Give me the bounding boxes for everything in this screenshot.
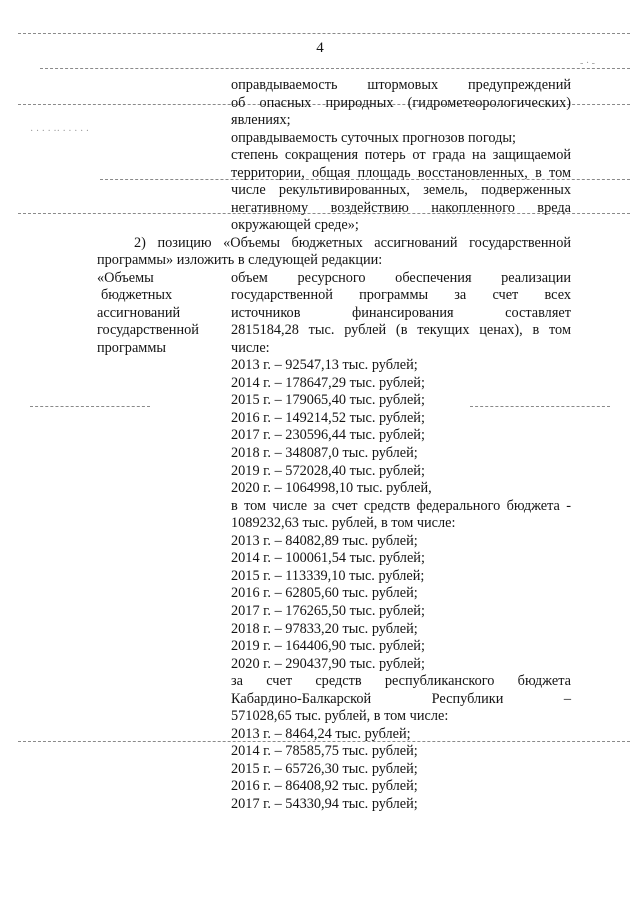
item-line: программы» изложить в следующей редакции:: [97, 252, 383, 268]
text-line: явлениях;: [231, 112, 291, 128]
funding-line: 2013 г. – 8464,24 тыс. рублей;: [231, 725, 411, 742]
text-line: окружающей среде»;: [231, 217, 359, 233]
funding-line: 2020 г. – 290437,90 тыс. рублей;: [231, 655, 425, 672]
funding-line: 2015 г. – 113339,10 тыс. рублей;: [231, 567, 425, 584]
funding-line: 2017 г. – 176265,50 тыс. рублей;: [231, 602, 425, 619]
text-line: степень сокращения потерь от града на защищаемой: [231, 147, 571, 163]
text-line: об опасных природных (гидрометеорологических): [231, 94, 571, 111]
scan-noise: - · -: [580, 58, 595, 69]
funding-line: 571028,65 тыс. рублей, в том числе:: [231, 708, 449, 725]
funding-line: 2019 г. – 572028,40 тыс. рублей;: [231, 462, 425, 479]
text-line: оправдываемость штормовых предупреждений: [231, 77, 571, 93]
funding-line: 2015 г. – 65726,30 тыс. рублей;: [231, 760, 418, 777]
funding-line: источников финансирования составляет: [231, 304, 571, 321]
label-line: программы: [97, 339, 167, 356]
text-line: числе рекультивированных, земель, подверженных: [231, 182, 571, 198]
funding-line: за счет средств республиканского бюджета: [231, 673, 571, 690]
funding-line: 2020 г. – 1064998,10 тыс. рублей,: [231, 480, 432, 497]
item-line: 2) позицию «Объемы бюджетных ассигнований государственной: [134, 234, 571, 251]
label-line: «Объемы: [97, 269, 154, 286]
label-line: государственной: [97, 322, 199, 338]
funding-line: в том числе за счет средств федерального бюджета -: [231, 497, 571, 514]
text-line: территории, общая площадь восстановленных, в том: [231, 164, 571, 181]
funding-line: 2014 г. – 178647,29 тыс. рублей;: [231, 374, 425, 391]
funding-line: 2016 г. – 149214,52 тыс. рублей;: [231, 409, 425, 426]
funding-line: 2013 г. – 84082,89 тыс. рублей;: [231, 532, 418, 549]
text-line: оправдываемость суточных прогнозов погоды;: [231, 129, 516, 146]
funding-line: 2018 г. – 348087,0 тыс. рублей;: [231, 445, 418, 461]
scan-noise: · · · · ·· · · · · ·: [30, 126, 90, 137]
funding-line: 1089232,63 тыс. рублей, в том числе:: [231, 515, 456, 532]
scan-rule: [40, 68, 630, 69]
scan-rule: [30, 406, 150, 407]
funding-line: числе:: [231, 339, 270, 356]
funding-line: 2019 г. – 164406,90 тыс. рублей;: [231, 638, 425, 655]
text-line: негативному воздействию накопленного вреда: [231, 199, 571, 216]
funding-line: 2016 г. – 86408,92 тыс. рублей;: [231, 778, 418, 795]
label-line: ассигнований: [97, 304, 181, 321]
label-line: бюджетных: [101, 287, 173, 303]
funding-line: 2014 г. – 78585,75 тыс. рублей;: [231, 743, 418, 760]
page-number: 4: [316, 40, 324, 56]
funding-line: 2815184,28 тыс. рублей (в текущих ценах), в том: [231, 322, 571, 339]
funding-line: 2013 г. – 92547,13 тыс. рублей;: [231, 357, 418, 374]
scan-rule: [18, 33, 630, 34]
funding-line: 2014 г. – 100061,54 тыс. рублей;: [231, 550, 425, 567]
funding-line: Кабардино-Балкарской Республики –: [231, 690, 571, 707]
funding-line: объем ресурсного обеспечения реализации: [231, 269, 571, 286]
funding-line: 2016 г. – 62805,60 тыс. рублей;: [231, 585, 418, 602]
funding-line: 2018 г. – 97833,20 тыс. рублей;: [231, 620, 418, 637]
funding-line: государственной программы за счет всех: [231, 287, 571, 304]
funding-line: 2015 г. – 179065,40 тыс. рублей;: [231, 392, 425, 409]
funding-line: 2017 г. – 54330,94 тыс. рублей;: [231, 796, 418, 812]
funding-line: 2017 г. – 230596,44 тыс. рублей;: [231, 427, 425, 444]
